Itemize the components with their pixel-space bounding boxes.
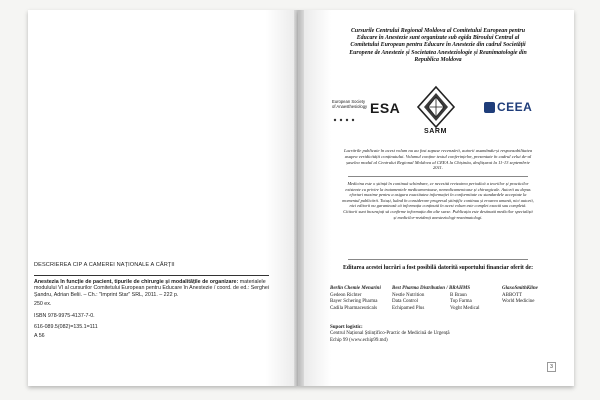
sponsor-item: Bayer Schering Pharma <box>330 299 378 305</box>
cip-divider <box>34 275 269 276</box>
sponsor-item: World Medicine <box>502 299 535 305</box>
sponsor-item: Data Control <box>392 299 418 305</box>
support-heading: Suport logistic: <box>330 325 363 330</box>
sponsor-item: Top Farma <box>450 299 472 305</box>
cip-udc: 616-089.5(082)=135.1=111 <box>34 324 98 331</box>
sponsor-item: Nestle Nutrition <box>392 292 425 298</box>
ceea-acronym: CEEA <box>497 100 533 114</box>
disclaimer-text: Lucrările publicate în acest volum nu au fost supuse recenzării, autorii asumându-și responsabilitatea asupra veridicității conținutului. Volumul conține textul conferințelor, prezentate în cadrul celui de-al șaselea modul al Centrului Regional Moldova al CEEA la Chișinău, desfășurat la 11-13 septembrie 2011. <box>343 148 533 171</box>
sponsor-col-3 <box>450 293 480 313</box>
sponsor-item: Gedeon Richter <box>330 292 362 298</box>
sponsor-item: B Braun <box>450 292 467 298</box>
cip-heading: DESCRIEREA CIP A CAMEREI NAȚIONALE A CĂRȚII <box>34 262 175 268</box>
esa-stars-icon <box>332 117 364 123</box>
logo-row <box>332 85 544 137</box>
sponsor-col-1 <box>330 286 381 312</box>
cip-copies: 250 ex. <box>34 300 52 307</box>
book-spine <box>294 10 304 386</box>
sponsor-head: GlaxoSmithKline <box>502 286 538 291</box>
sponsor-item: Cadila Pharmaceuticals <box>330 305 378 311</box>
sarm-label: SARM <box>424 128 448 135</box>
left-page <box>28 10 298 386</box>
open-book <box>28 10 574 386</box>
divider-top <box>348 176 528 177</box>
esa-small-label: European Society of Anaesthesiology <box>332 99 368 109</box>
sponsor-item: Echipamed Plus <box>392 305 425 311</box>
cip-isbn: ISBN 978-9975-4137-7-0. <box>34 312 95 319</box>
ceea-logo <box>482 99 544 117</box>
cip-title: Anestezia în funcție de pacient, tipurile de chirurgie și modalitățile de organizare: <box>34 278 239 285</box>
sponsor-head: Best Pharma Distribution / BRAHMS <box>392 286 471 291</box>
support-item: Echip 99 (www.echip99.md) <box>330 337 388 343</box>
sponsor-col-4 <box>502 286 538 306</box>
logistic-support <box>330 325 550 344</box>
sponsor-item: ABBOTT <box>502 292 522 298</box>
sponsor-item: Voght Medical <box>450 305 480 311</box>
divider-bottom <box>348 259 528 260</box>
sponsor-head: Berlin Chemie Menarini <box>330 286 381 291</box>
cip-description <box>34 279 269 299</box>
support-item: Centrul Național Științifico-Practic de Medicină de Urgență <box>330 331 450 337</box>
cip-desc: materialele modulului VI al cursurilor Comitetului European pentru Educare în Anestezie / coord. de ed.: Serghei Șandru, Adrian Belii. – Ch.: "Imprint Star" SRL, 2011. – 222 p. <box>34 278 269 299</box>
cip-block <box>34 262 269 340</box>
intro-text: Cursurile Centrului Regional Moldova al Comitetului European pentru Educare în Anestezie sunt organizate sub egida Biroului Central al Comitetului European pentru Educare în Anestezie din cadrul Societății Europene de Anestezie și Societatea Anesteziologie și Reanimatologie din Republica Moldova <box>349 28 527 63</box>
page-number: 3 <box>547 362 556 372</box>
sponsor-heading: Editarea acestei lucrări a fost posibilă datorită suportului financiar oferit de: <box>342 265 534 271</box>
medicine-notice: Medicina este o știință în continuă schimbare, ce necesită revizuirea periodică a teoriilor și practicilor existente cu privire la tratamentele medicamentoase, nemedicamentoase și chirurgicale. Autorii au depus eforturi maxime pentru a asigura exactitatea informației în conformitate cu standardele acceptate la momentul publicării. Totuși, luând în considerare progresul științific continuu și eroarea umană, nici autorii, nici editorii nu garantează că informația conținută în acest volum este complet exactă sau completă. Cititorii sunt încurajați să confirme informația din alte surse. Publicația este destinată medicilor specialiști și medicilor-rezidenți anesteziologi-reanimatologi. <box>342 181 534 220</box>
esa-logo <box>332 97 422 125</box>
cip-code: A 56 <box>34 332 45 339</box>
right-page <box>298 10 574 386</box>
ceea-mark-icon <box>484 102 495 113</box>
esa-acronym: ESA <box>370 100 401 116</box>
